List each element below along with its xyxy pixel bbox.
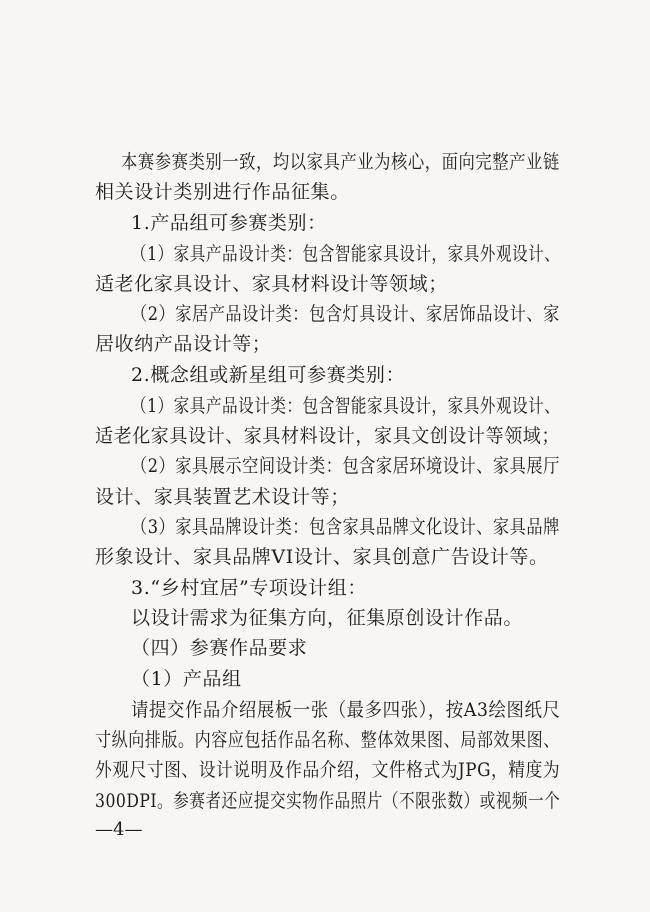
- text-line: 3.“乡村宜居”专项设计组：: [131, 577, 367, 599]
- text-line: 设计、家具装置艺术设计等；: [95, 486, 350, 508]
- section-heading: （四）参赛作品要求: [131, 637, 308, 659]
- text-line: 形象设计、家具品牌VI设计、家具创意广告设计等。: [95, 546, 549, 568]
- text-line: 以设计需求为征集方向，征集原创设计作品。: [131, 607, 524, 629]
- text-line: 外观尺寸图、设计说明及作品介绍，文件格式为JPG，精度为: [95, 759, 561, 781]
- text-line: （1）家具产品设计类：包含智能家具设计，家具外观设计、: [131, 395, 561, 417]
- text-line: 2.概念组或新星组可参赛类别：: [131, 364, 406, 386]
- text-line: （1）家具产品设计类：包含智能家具设计，家具外观设计、: [131, 243, 561, 265]
- text-line: 本赛参赛类别一致，均以家具产业为核心，面向完整产业链: [121, 151, 560, 173]
- text-line: （1）产品组: [131, 668, 242, 690]
- text-line: （2）家具展示空间设计类：包含家居环境设计、家具展厅: [131, 455, 560, 477]
- text-line: 居收纳产品设计等；: [95, 333, 272, 355]
- text-line: 请提交作品介绍展板一张（最多四张），按A3绘图纸尺: [131, 699, 561, 721]
- text-line: （3）家具品牌设计类：包含家具品牌文化设计、家具品牌: [131, 516, 560, 538]
- text-line: 300DPI。参赛者还应提交实物作品照片（不限张数）或视频一个: [95, 790, 561, 812]
- text-line: 寸纵向排版。内容应包括作品名称、整体效果图、局部效果图、: [95, 729, 560, 751]
- text-line: （2）家居产品设计类：包含灯具设计、家居饰品设计、家: [131, 303, 560, 325]
- text-line: 适老化家具设计、家具材料设计等领域；: [95, 273, 448, 295]
- text-line: 1.产品组可参赛类别：: [131, 212, 327, 234]
- text-line: 适老化家具设计、家具材料设计，家具文创设计等领域；: [95, 425, 561, 447]
- text-line: 相关设计类别进行作品征集。: [95, 181, 350, 203]
- page-number: —4—: [95, 819, 143, 840]
